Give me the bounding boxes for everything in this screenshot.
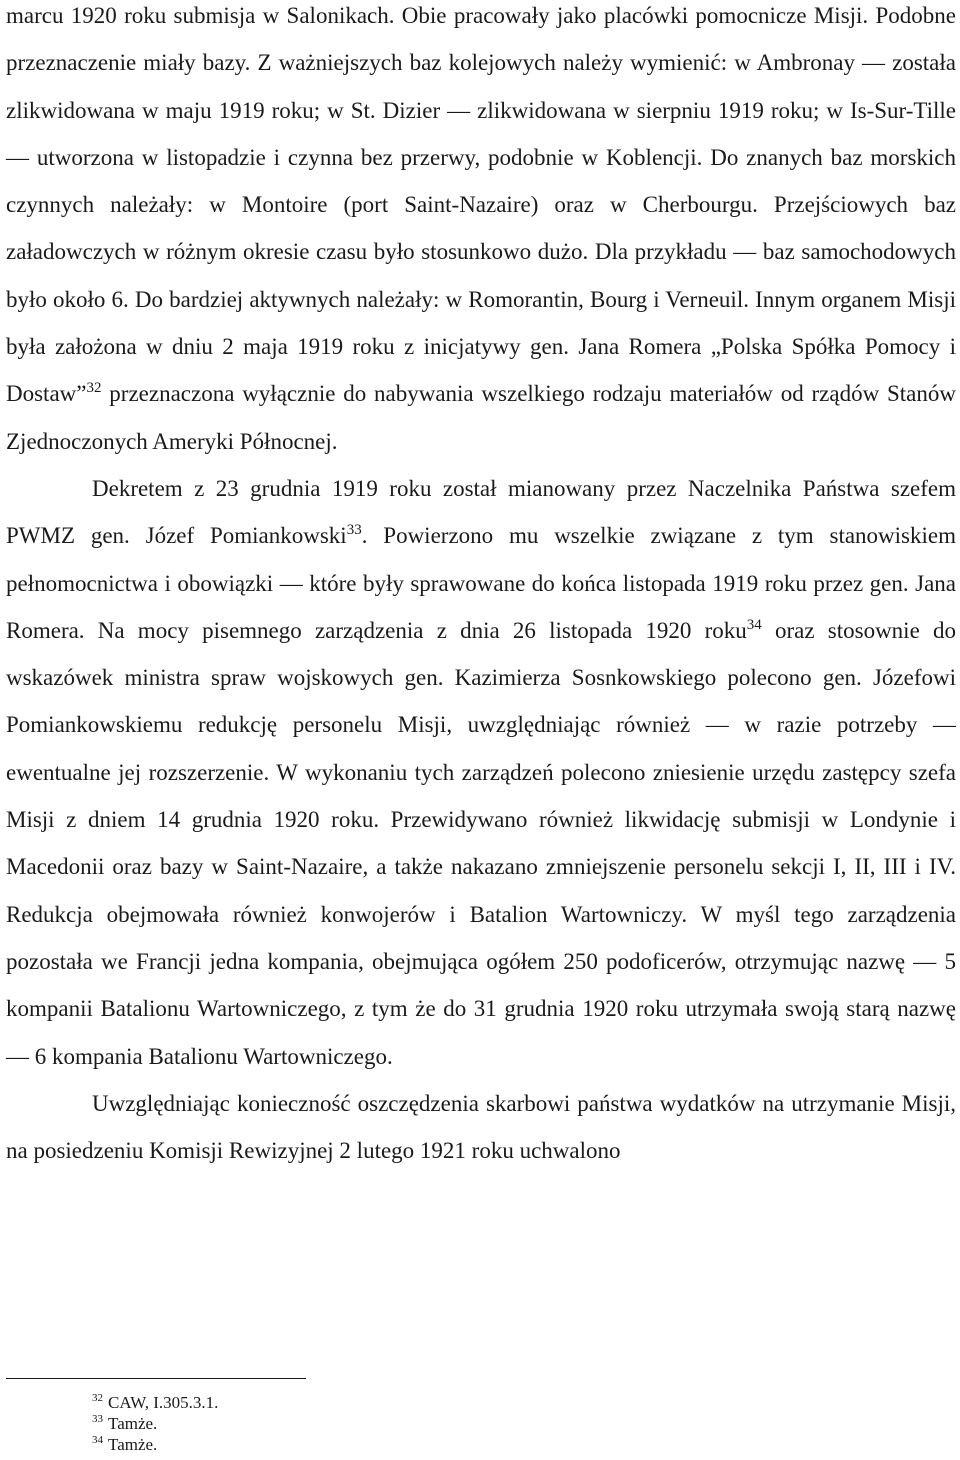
footnote-ref-33[interactable]: 33 bbox=[346, 522, 362, 539]
footnote-ref-32[interactable]: 32 bbox=[86, 380, 102, 397]
footnote-separator bbox=[6, 1378, 306, 1379]
paragraph-2-text-a: Dekretem z 23 grudnia 1919 roku został mianowany przez Naczelnika Państwa szefem PWMZ gen. Józef Pomiankowski bbox=[6, 475, 956, 549]
footnote-text: Tamże. bbox=[108, 1435, 158, 1454]
document-page bbox=[6, 0, 956, 1454]
paragraph-2-text-c: oraz stosownie do wskazówek ministra spraw wojskowych gen. Kazimierza Sosnkowskiego polecono gen. Józefowi Pomiankowskiemu redukcję personelu Misji, uwzględniając również — w razie potrzeby — ewentualne jej rozszerzenie. W wykonaniu tych zarządzeń polecono zniesienie urzędu zastępcy szefa Misji z dniem 14 grudnia 1920 roku. Przewidywano również likwidację submisji w Londynie i Macedonii oraz bazy w Saint-Nazaire, a także nakazano zmniejszenie personelu sekcji I, II, III i IV. Redukcja obejmowała również konwojerów i Batalion Wartowniczy. W myśl tego zarządzenia pozostała we Francji jedna kompania, obejmująca ogółem 250 podoficerów, otrzymując nazwę — 5 kompanii Batalionu Wartowniczego, z tym że do 31 grudnia 1920 roku utrzymała swoją starą nazwę — 6 kompania Batalionu Wartowniczego. bbox=[6, 617, 956, 1069]
footnote-number: 34 bbox=[92, 1434, 103, 1446]
footnote-text: Tamże. bbox=[108, 1414, 158, 1433]
paragraph-1-text-a: marcu 1920 roku submisja w Salonikach. Obie pracowały jako placówki pomocnicze Misji. Podobne przeznaczenie miały bazy. Z ważniejszych baz kolejowych należy wymienić: w Ambronay — została zlikwidowana w maju 1919 roku; w St. Dizier — zlikwidowana w sierpniu 1919 roku; w Is-Sur-Tille — utworzona w listopadzie i czynna bez przerwy, podobnie w Koblencji. Do znanych baz morskich czynnych należały: w Montoire (port Saint-Nazaire) oraz w Cherbourgu. Przejściowych baz załadowczych w różnym okresie czasu było stosunkowo dużo. Dla przykładu — baz samochodowych było około 6. Do bardziej aktywnych należały: w Romorantin, Bourg i Verneuil. Innym organem Misji była założona w dniu 2 maja 1919 roku z inicjatywy gen. Jana Romera „Polska Spółka Pomocy i Dostaw” bbox=[6, 3, 956, 407]
footnote-number: 32 bbox=[92, 1392, 103, 1404]
footnote-34 bbox=[92, 1434, 792, 1455]
footnote-33 bbox=[92, 1413, 792, 1434]
footnote-ref-34[interactable]: 34 bbox=[746, 616, 762, 633]
paragraph-1-text-b: przeznaczona wyłącznie do nabywania wszelkiego rodzaju materiałów od rządów Stanów Zjednoczonych Ameryki Północnej. bbox=[6, 381, 956, 454]
footnotes bbox=[92, 1392, 792, 1455]
paragraph-2 bbox=[6, 465, 956, 1080]
paragraph-2-text-b: . Powierzono mu wszelkie związane z tym stanowiskiem pełnomocnictwa i obowiązki — które były sprawowane do końca listopada 1919 roku przez gen. Jana Romera. Na mocy pisemnego zarządzenia z dnia 26 listopada 1920 roku bbox=[6, 523, 956, 643]
footnote-text: CAW, I.305.3.1. bbox=[108, 1393, 219, 1412]
footnote-32 bbox=[92, 1392, 792, 1413]
paragraph-3-text: Uwzględniając konieczność oszczędzenia skarbowi państwa wydatków na utrzymanie Misji, na posiedzeniu Komisji Rewizyjnej 2 lutego 1921 roku uchwalono bbox=[6, 1090, 956, 1164]
footnote-number: 33 bbox=[92, 1413, 103, 1425]
paragraph-1 bbox=[6, 0, 956, 465]
paragraph-3 bbox=[6, 1080, 956, 1175]
